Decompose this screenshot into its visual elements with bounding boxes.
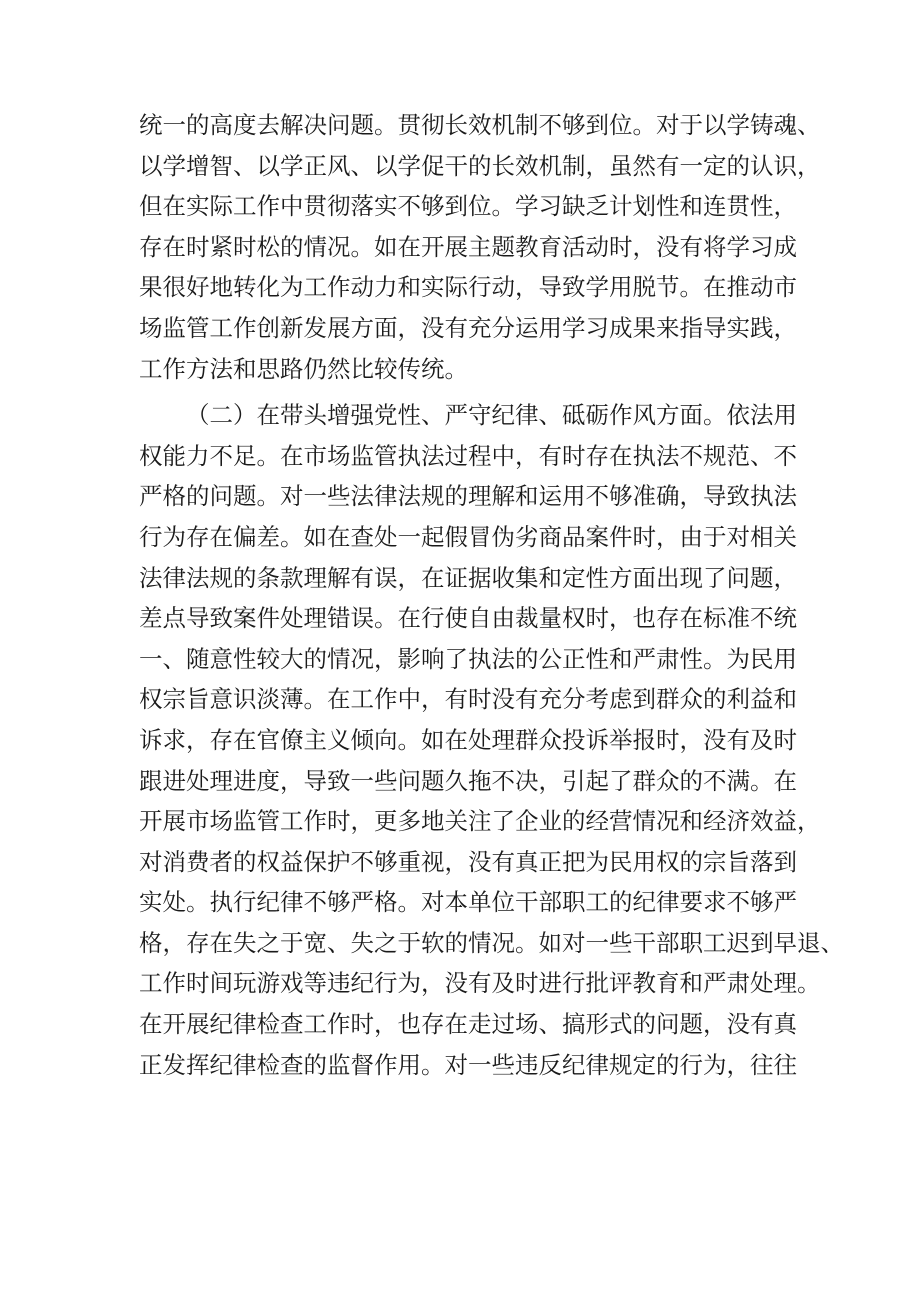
paragraph	[139, 105, 821, 389]
text-line: 正发挥纪律检查的监督作用。对一些违反纪律规定的行为，往往	[139, 1050, 797, 1079]
text-line: 权能力不足。在市场监管执法过程中，有时存在执法不规范、不	[139, 441, 797, 470]
paragraph	[139, 395, 844, 1085]
text-line: 对消费者的权益保护不够重视，没有真正把为民用权的宗旨落到	[139, 847, 797, 876]
text-line: 法律法规的条款理解有误，在证据收集和定性方面出现了问题，	[139, 563, 797, 592]
text-line: 果很好地转化为工作动力和实际行动，导致学用脱节。在推动市	[139, 273, 797, 302]
body-text	[139, 105, 844, 1085]
text-line: 格，存在失之于宽、失之于软的情况。如对一些干部职工迟到早退、	[139, 928, 844, 957]
text-line: 工作时间玩游戏等违纪行为，没有及时进行批评教育和严肃处理。	[139, 969, 821, 998]
text-line: 一、随意性较大的情况，影响了执法的公正性和严肃性。为民用	[139, 644, 797, 673]
text-line: 工作方法和思路仍然比较传统。	[139, 354, 468, 383]
text-line: 以学增智、以学正风、以学促干的长效机制，虽然有一定的认识，	[139, 151, 821, 180]
text-line: 开展市场监管工作时，更多地关注了企业的经营情况和经济效益，	[139, 807, 821, 836]
text-line: 但在实际工作中贯彻落实不够到位。学习缺乏计划性和连贯性，	[139, 192, 797, 221]
text-line: 跟进处理进度，导致一些问题久拖不决，引起了群众的不满。在	[139, 766, 797, 795]
text-line: 在开展纪律检查工作时，也存在走过场、搞形式的问题，没有真	[139, 1010, 797, 1039]
text-line: 诉求，存在官僚主义倾向。如在处理群众投诉举报时，没有及时	[139, 725, 797, 754]
text-line: 存在时紧时松的情况。如在开展主题教育活动时，没有将学习成	[139, 232, 797, 261]
text-line: （二）在带头增强党性、严守纪律、砥砺作风方面。依法用	[186, 401, 797, 430]
text-line: 实处。执行纪律不够严格。对本单位干部职工的纪律要求不够严	[139, 888, 797, 917]
text-line: 差点导致案件处理错误。在行使自由裁量权时，也存在标准不统	[139, 604, 797, 633]
text-line: 场监管工作创新发展方面，没有充分运用学习成果来指导实践，	[139, 313, 797, 342]
text-line: 统一的高度去解决问题。贯彻长效机制不够到位。对于以学铸魂、	[139, 111, 821, 139]
text-line: 行为存在偏差。如在查处一起假冒伪劣商品案件时，由于对相关	[139, 522, 797, 551]
text-line: 权宗旨意识淡薄。在工作中，有时没有充分考虑到群众的利益和	[139, 685, 797, 714]
text-line: 严格的问题。对一些法律法规的理解和运用不够准确，导致执法	[139, 482, 797, 511]
